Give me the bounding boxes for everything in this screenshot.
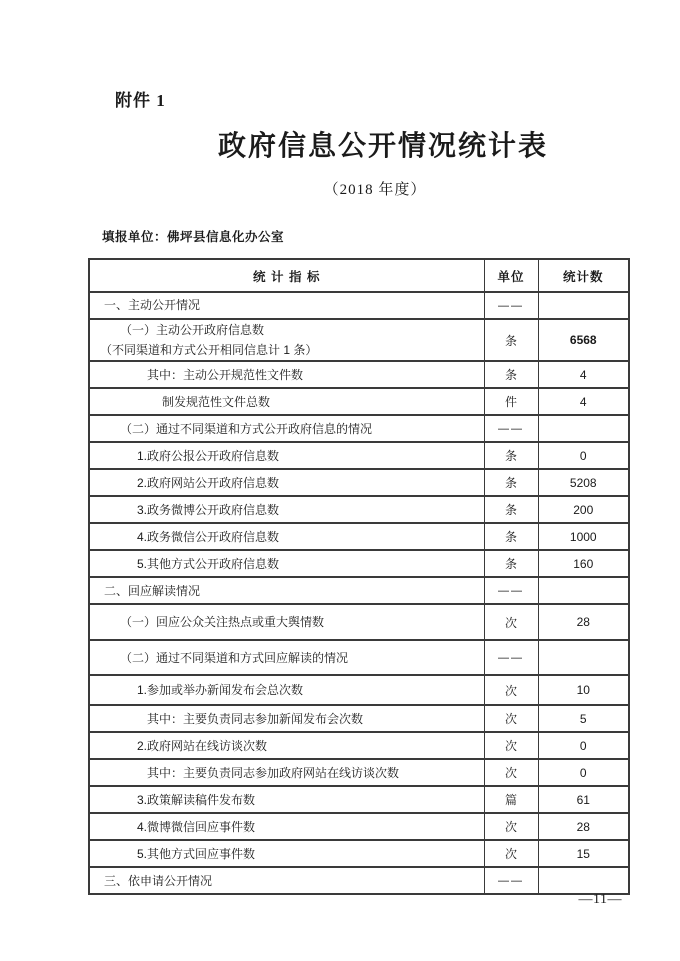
indicator-cell <box>89 840 484 867</box>
table-row <box>89 675 629 705</box>
value-cell <box>538 867 629 894</box>
table-row <box>89 732 629 759</box>
indicator-label: 其中：主动公开规范性文件数 <box>147 367 304 382</box>
reporting-unit-value: 佛坪县信息化办公室 <box>167 230 285 244</box>
header-indicator: 统 计 指 标 <box>89 259 484 292</box>
indicator-label: 5.其他方式回应事件数 <box>137 846 256 861</box>
table-row <box>89 415 629 442</box>
unit-cell: —— <box>484 415 538 442</box>
value-cell: 1000 <box>538 523 629 550</box>
unit-cell: 次 <box>484 813 538 840</box>
header-count: 统计数 <box>538 259 629 292</box>
unit-cell: —— <box>484 640 538 675</box>
value-cell: 6568 <box>538 319 629 361</box>
table-row <box>89 640 629 675</box>
indicator-label: 三、依申请公开情况 <box>104 873 213 888</box>
value-cell <box>538 292 629 319</box>
unit-cell: 条 <box>484 523 538 550</box>
value-cell: 28 <box>538 813 629 840</box>
value-cell: 160 <box>538 550 629 577</box>
table-row <box>89 469 629 496</box>
indicator-label: 5.其他方式公开政府信息数 <box>137 556 280 571</box>
value-cell: 61 <box>538 786 629 813</box>
indicator-cell <box>89 388 484 415</box>
value-cell: 15 <box>538 840 629 867</box>
indicator-cell <box>89 759 484 786</box>
report-period: （2018 年度） <box>323 182 427 198</box>
unit-cell: 次 <box>484 759 538 786</box>
table-row <box>89 361 629 388</box>
unit-cell: 条 <box>484 361 538 388</box>
table-row <box>89 496 629 523</box>
unit-cell: 次 <box>484 705 538 732</box>
indicator-cell <box>89 523 484 550</box>
value-cell: 10 <box>538 675 629 705</box>
unit-cell: 次 <box>484 732 538 759</box>
indicator-label: （二）通过不同渠道和方式回应解读的情况 <box>120 650 349 665</box>
table-row <box>89 705 629 732</box>
reporting-unit-label: 填报单位： <box>102 230 168 244</box>
indicator-cell <box>89 496 484 523</box>
unit-cell: 条 <box>484 496 538 523</box>
value-cell <box>538 577 629 604</box>
unit-cell: —— <box>484 292 538 319</box>
unit-cell: 次 <box>484 675 538 705</box>
table-header <box>89 259 629 292</box>
unit-cell: 条 <box>484 442 538 469</box>
table-header-row <box>89 259 629 292</box>
indicator-cell <box>89 319 484 361</box>
unit-cell: —— <box>484 867 538 894</box>
indicator-label: 4.微博微信回应事件数 <box>137 819 256 834</box>
indicator-label: 其中：主要负责同志参加政府网站在线访谈次数 <box>147 765 400 780</box>
value-cell: 0 <box>538 759 629 786</box>
value-cell: 4 <box>538 388 629 415</box>
value-cell: 0 <box>538 442 629 469</box>
table-row <box>89 442 629 469</box>
page-title: 政府信息公开情况统计表 <box>217 131 548 162</box>
table-row <box>89 523 629 550</box>
unit-cell: 次 <box>484 604 538 640</box>
table-row <box>89 577 629 604</box>
indicator-label: 2.政府网站公开政府信息数 <box>137 475 280 490</box>
indicator-label: （二）通过不同渠道和方式公开政府信息的情况 <box>120 421 373 436</box>
unit-cell: 条 <box>484 469 538 496</box>
table-row <box>89 604 629 640</box>
indicator-label: 其中：主要负责同志参加新闻发布会次数 <box>147 711 364 726</box>
table-row <box>89 388 629 415</box>
indicator-cell <box>89 469 484 496</box>
indicator-cell <box>89 732 484 759</box>
table-row <box>89 786 629 813</box>
indicator-label: 一、主动公开情况 <box>104 298 201 313</box>
reporting-unit-line <box>102 227 284 245</box>
value-cell: 5208 <box>538 469 629 496</box>
unit-cell: 条 <box>484 319 538 361</box>
indicator-cell <box>89 361 484 388</box>
table-row <box>89 292 629 319</box>
indicator-cell <box>89 442 484 469</box>
page-number: —11— <box>578 892 622 907</box>
indicator-label: 2.政府网站在线访谈次数 <box>137 738 268 753</box>
statistics-table <box>88 258 630 895</box>
header-unit: 单位 <box>484 259 538 292</box>
indicator-label-line2: （不同渠道和方式公开相同信息计 1 条） <box>100 343 318 358</box>
indicator-label: 4.政务微信公开政府信息数 <box>137 529 280 544</box>
value-cell: 5 <box>538 705 629 732</box>
indicator-label: 制发规范性文件总数 <box>162 394 271 409</box>
value-cell: 0 <box>538 732 629 759</box>
indicator-cell <box>89 577 484 604</box>
indicator-cell <box>89 705 484 732</box>
value-cell <box>538 640 629 675</box>
indicator-cell <box>89 550 484 577</box>
indicator-label: 二、回应解读情况 <box>104 583 201 598</box>
indicator-label: （一）回应公众关注热点或重大舆情数 <box>120 615 325 630</box>
table-row <box>89 813 629 840</box>
indicator-cell <box>89 786 484 813</box>
unit-cell: 条 <box>484 550 538 577</box>
table-row <box>89 867 629 894</box>
indicator-cell <box>89 640 484 675</box>
indicator-label: 1.政府公报公开政府信息数 <box>137 448 280 463</box>
indicator-label: 3.政务微博公开政府信息数 <box>137 502 280 517</box>
indicator-cell <box>89 415 484 442</box>
indicator-label: 1.参加或举办新闻发布会总次数 <box>137 683 304 698</box>
indicator-cell <box>89 675 484 705</box>
unit-cell: 件 <box>484 388 538 415</box>
indicator-cell <box>89 604 484 640</box>
stats-table-body <box>89 292 629 894</box>
table-row <box>89 550 629 577</box>
indicator-cell <box>89 867 484 894</box>
attachment-label: 附件 1 <box>115 91 166 110</box>
value-cell: 28 <box>538 604 629 640</box>
value-cell <box>538 415 629 442</box>
unit-cell: 篇 <box>484 786 538 813</box>
indicator-cell <box>89 813 484 840</box>
value-cell: 4 <box>538 361 629 388</box>
indicator-cell <box>89 292 484 319</box>
indicator-label: 3.政策解读稿件发布数 <box>137 792 256 807</box>
unit-cell: —— <box>484 577 538 604</box>
unit-cell: 次 <box>484 840 538 867</box>
table-row <box>89 759 629 786</box>
value-cell: 200 <box>538 496 629 523</box>
indicator-label: （一）主动公开政府信息数 <box>120 323 265 337</box>
table-row <box>89 840 629 867</box>
table-row <box>89 319 629 361</box>
